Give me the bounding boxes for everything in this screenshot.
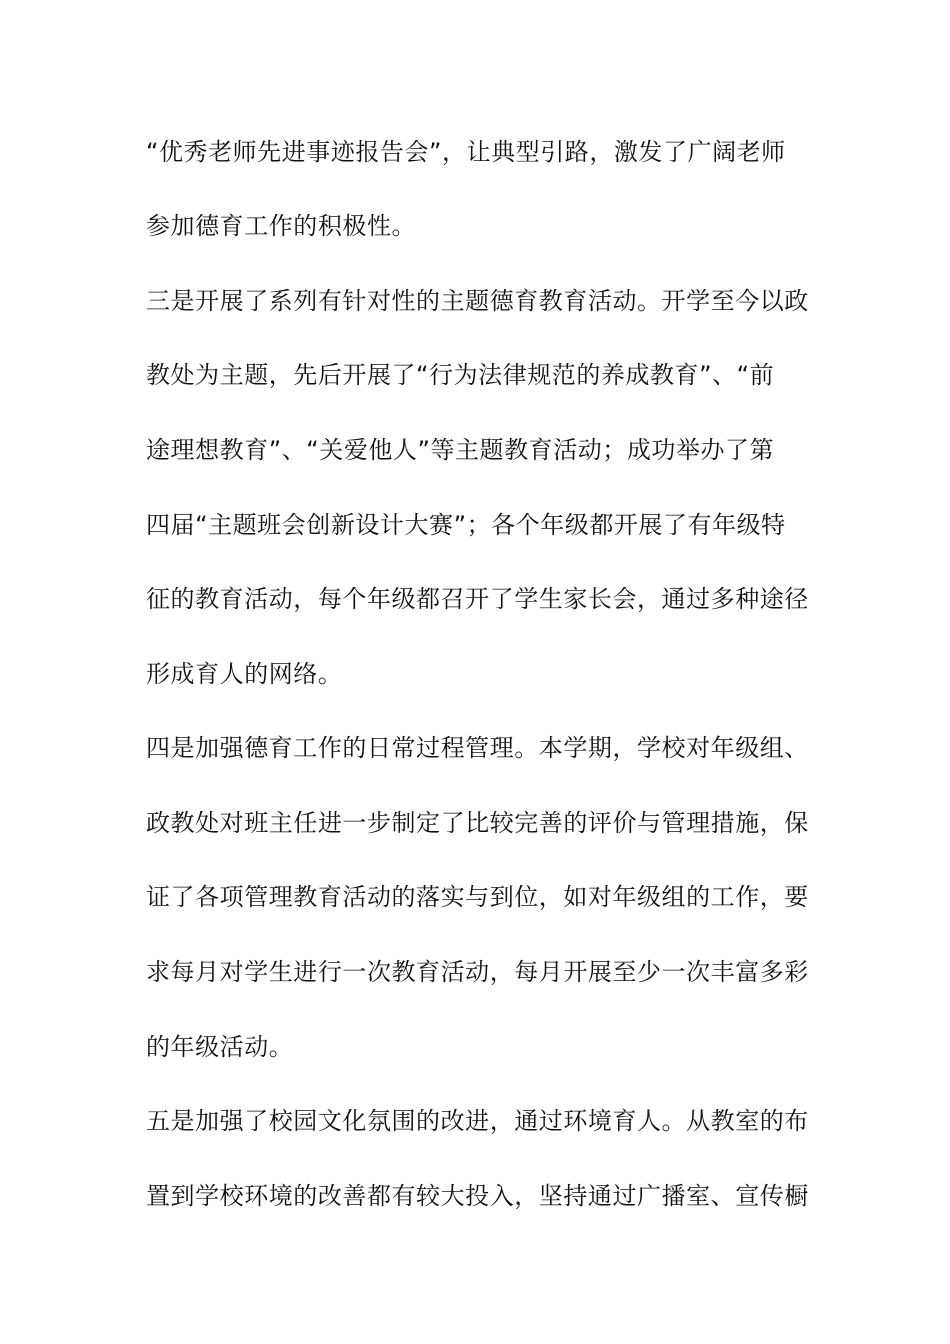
text-line: 四届“主题班会创新设计大赛”；各个年级都开展了有年级特 xyxy=(146,511,786,539)
text-line: 置到学校环境的改善都有较大投入，坚持通过广播室、宣传橱 xyxy=(146,1182,809,1210)
text-line: 四是加强德育工作的日常过程管理。本学期，学校对年级组、 xyxy=(146,734,809,762)
text-line: 的年级活动。 xyxy=(146,1033,294,1061)
text-line: 证了各项管理教育活动的落实与到位，如对年级组的工作，要 xyxy=(146,883,809,911)
text-line: 形成育人的网络。 xyxy=(146,660,343,688)
text-line: 求每月对学生进行一次教育活动，每月开展至少一次丰富多彩 xyxy=(146,958,809,986)
text-line: 五是加强了校园文化氛围的改进，通过环境育人。从教室的布 xyxy=(146,1107,809,1135)
text-line: “优秀老师先进事迹报告会”，让典型引路，激发了广阔老师 xyxy=(146,138,786,166)
text-line: 征的教育活动，每个年级都召开了学生家长会，通过多种途径 xyxy=(146,585,809,613)
text-line: 途理想教育”、“关爱他人”等主题教育活动；成功举办了第 xyxy=(146,436,775,464)
text-line: 三是开展了系列有针对性的主题德育教育活动。开学至今以政 xyxy=(146,287,809,315)
text-line: 政教处对班主任进一步制定了比较完善的评价与管理措施，保 xyxy=(146,809,809,837)
text-line: 参加德育工作的积极性。 xyxy=(146,212,417,240)
text-line: 教处为主题，先后开展了“行为法律规范的养成教育”、“前 xyxy=(146,361,775,389)
